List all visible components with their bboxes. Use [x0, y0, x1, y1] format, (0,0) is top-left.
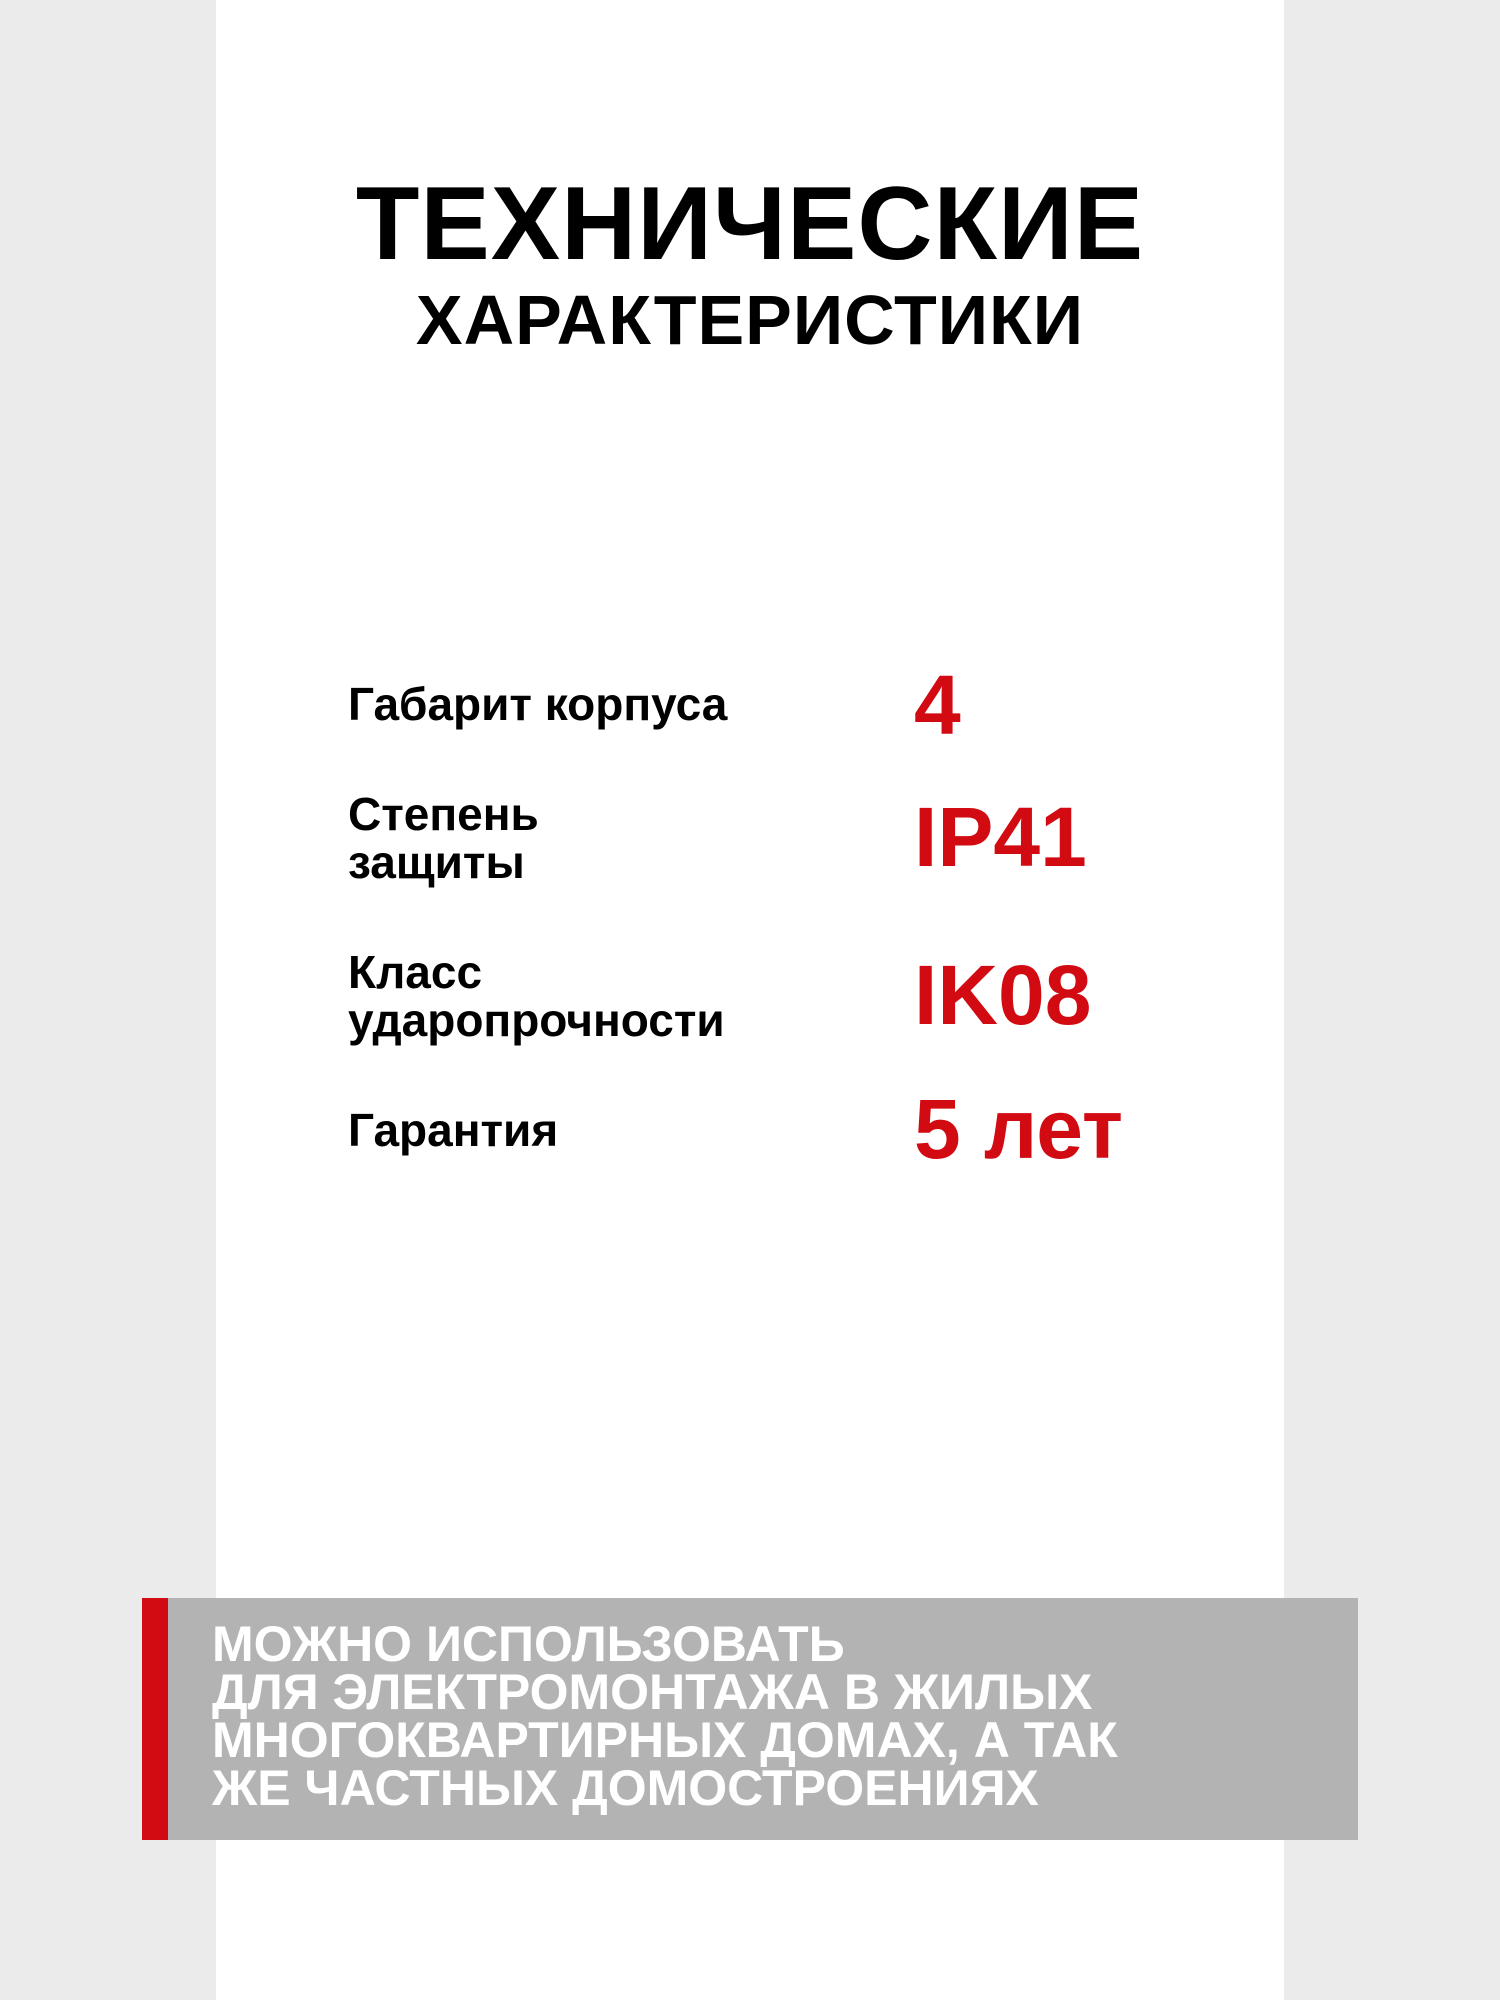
title-line-1: ТЕХНИЧЕСКИЕ: [355, 166, 1145, 282]
spec-value: IP41: [914, 790, 1087, 884]
spec-label: Класс ударопрочности: [348, 946, 725, 1046]
page-title: [216, 168, 1284, 360]
banner-text: МОЖНО ИСПОЛЬЗОВАТЬ ДЛЯ ЭЛЕКТРОМОНТАЖА В ЖИЛЫХ МНОГОКВАРТИРНЫХ ДОМАХ, А ТАК ЖЕ ЧАСТНЫХ ДОМОСТРОЕНИЯХ: [212, 1616, 1118, 1816]
usage-banner: [142, 1598, 1358, 1840]
spec-label: Степень защиты: [348, 788, 539, 888]
banner-accent-bar: [142, 1598, 168, 1840]
title-line-2: ХАРАКТЕРИСТИКИ: [415, 281, 1085, 359]
spec-value: 5 лет: [914, 1082, 1124, 1176]
spec-label: Габарит корпуса: [348, 678, 728, 730]
spec-value: 4: [914, 658, 961, 752]
spec-value: IK08: [914, 948, 1092, 1042]
spec-label: Гарантия: [348, 1104, 559, 1156]
